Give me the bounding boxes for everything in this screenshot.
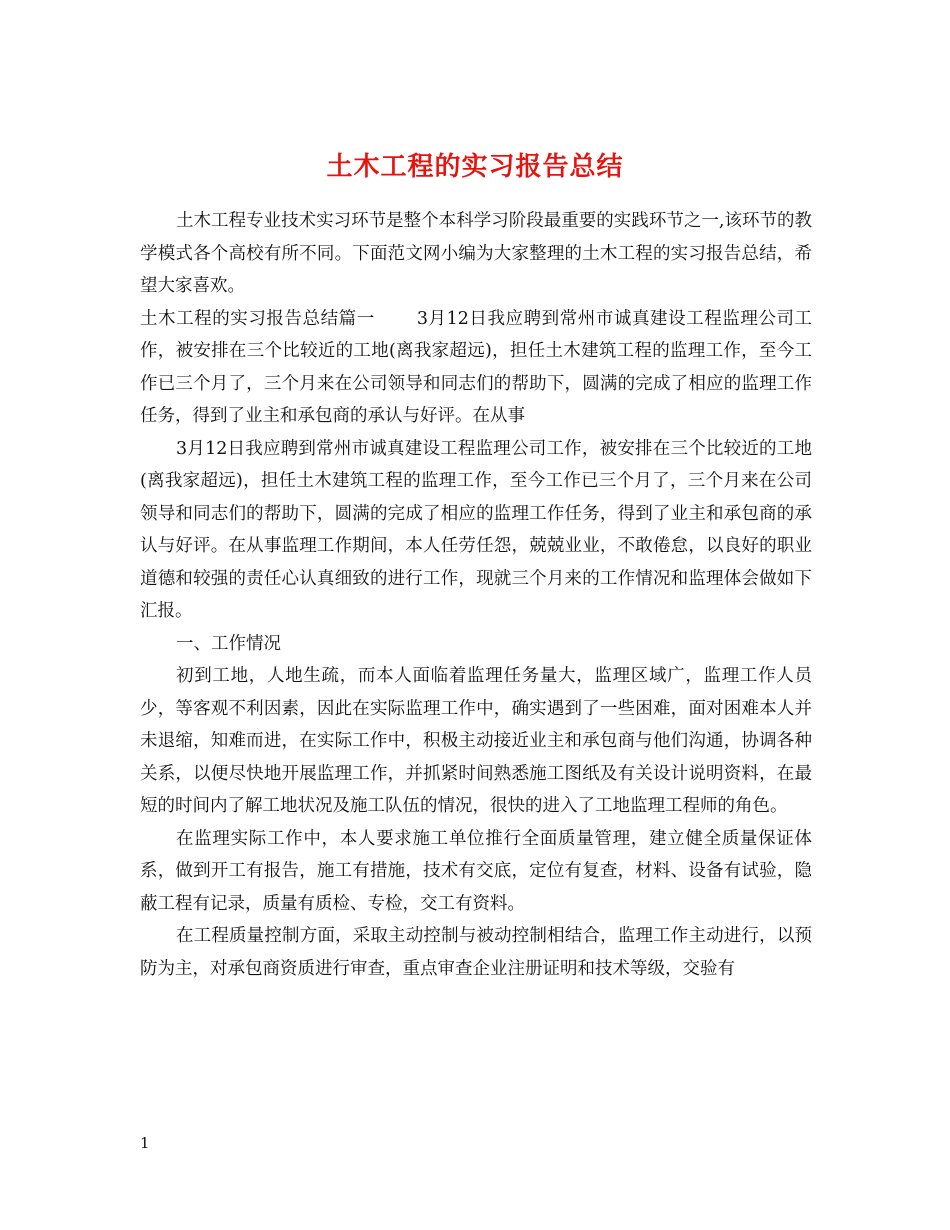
section-heading-work-status: 一、工作情况 (176, 633, 281, 654)
body-paragraph-4: 在工程质量控制方面，采取主动控制与被动控制相结合，监理工作主动进行，以预防为主，对承包商资质进行审查，重点审查企业注册证明和技术等级，交验有 (140, 926, 812, 979)
body-paragraph-3: 在监理实际工作中，本人要求施工单位推行全面质量管理，建立健全质量保证体系，做到开工有报告，施工有措施，技术有交底，定位有复查，材料、设备有试验，隐蔽工程有记录，质量有质检、专检，交工有资料。 (140, 828, 812, 914)
document-body (140, 205, 812, 985)
document-title: 土木工程的实习报告总结 (326, 152, 624, 183)
body-paragraph-1: 3月12日我应聘到常州市诚真建设工程监理公司工作，被安排在三个比较近的工地(离我家超远)，担任土木建筑工程的监理工作，至今工作已三个月了，三个月来在公司领导和同志们的帮助下，圆满的完成了相应的监理工作任务，得到了业主和承包商的承认与好评。在从事监理工作期间，本人任劳任怨，兢兢业业，不敢倦怠，以良好的职业道德和较强的责任心认真细致的进行工作，现就三个月来的工作情况和监理体会做如下汇报。 (140, 438, 812, 621)
page-number: 1 (140, 1134, 150, 1152)
body-paragraph-2: 初到工地，人地生疏，而本人面临着监理任务量大，监理区域广，监理工作人员少，等客观不利因素，因此在实际监理工作中，确实遇到了一些困难，面对困难本人并未退缩，知难而进，在实际工作中，积极主动接近业主和承包商与他们沟通，协调各种关系，以便尽快地开展监理工作，并抓紧时间熟悉施工图纸及有关设计说明资料，在最短的时间内了解工地状况及施工队伍的情况，很快的进入了工地监理工程师的角色。 (140, 666, 812, 816)
intro-paragraph: 土木工程专业技术实习环节是整个本科学习阶段最重要的实践环节之一,该环节的教学模式各个高校有所不同。下面范文网小编为大家整理的土木工程的实习报告总结，希望大家喜欢。 (140, 211, 812, 296)
section-excerpt: 3月12日我应聘到常州市诚真建设工程监理公司工作，被安排在三个比较近的工地(离我家超远)，担任土木建筑工程的监理工作，至今工作已三个月了，三个月来在公司领导和同志们的帮助下，圆满的完成了相应的监理工作任务，得到了业主和承包商的承认与好评。在从事 (140, 308, 813, 426)
section-paragraph (140, 303, 812, 433)
section-label: 土木工程的实习报告总结篇一 (140, 308, 375, 329)
